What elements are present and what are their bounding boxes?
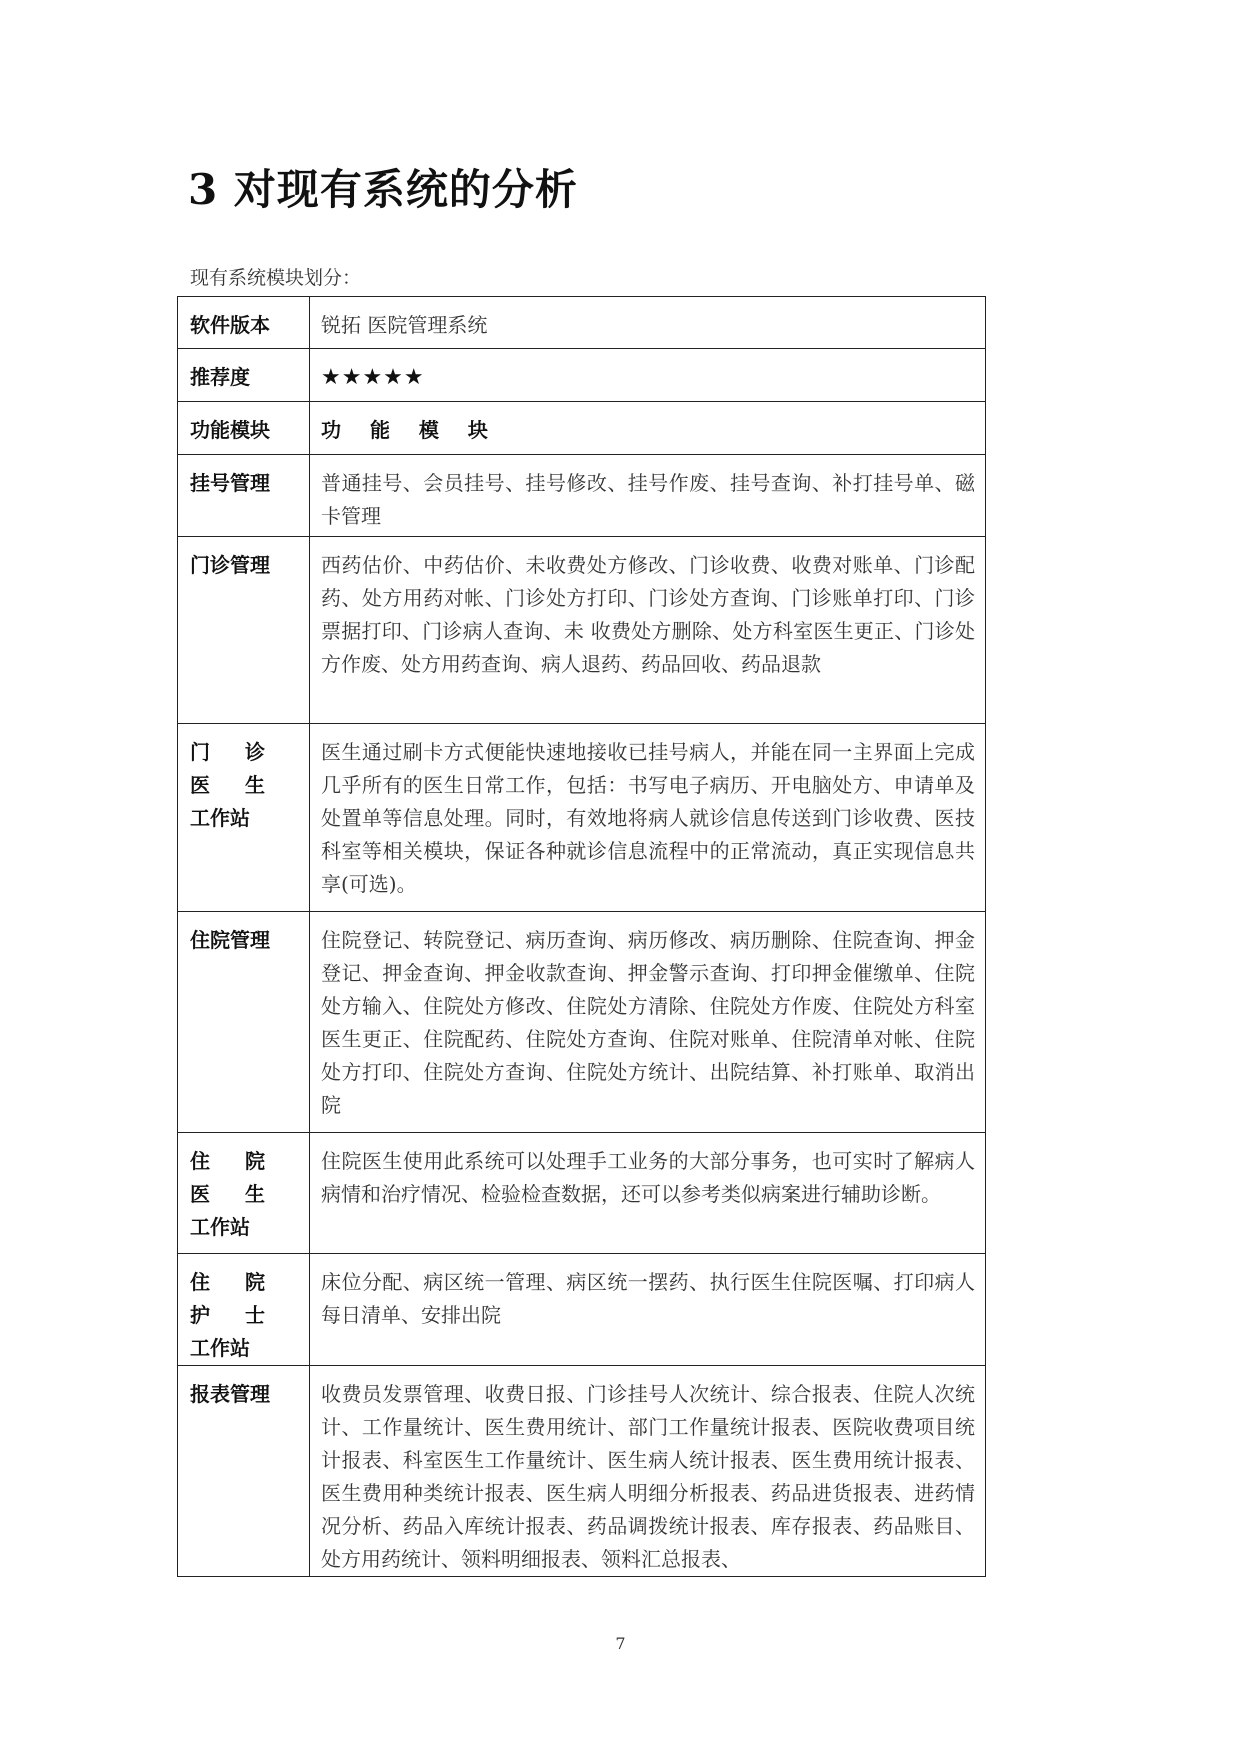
row-value: 锐拓 医院管理系统 — [310, 297, 986, 349]
row-value: 住院登记、转院登记、病历查询、病历修改、病历删除、住院查询、押金登记、押金查询、押金收款查询、押金警示查询、打印押金催缴单、住院处方输入、住院处方修改、住院处方清除、住院处方作废、住院处方科室医生更正、住院配药、住院处方查询、住院对账单、住院清单对帐、住院处方打印、住院处方查询、住院处方统计、出院结算、补打账单、取消出院 — [310, 912, 986, 1133]
table-row-outpatient-doctor — [178, 724, 986, 912]
row-value: 医生通过刷卡方式便能快速地接收已挂号病人，并能在同一主界面上完成几乎所有的医生日常工作，包括：书写电子病历、开电脑处方、申请单及处置单等信息处理。同时，有效地将病人就诊信息传送到门诊收费、医技科室等相关模块，保证各种就诊信息流程中的正常流动，真正实现信息共享(可选)。 — [310, 724, 986, 912]
row-key: 软件版本 — [178, 297, 310, 349]
rating-stars: ★★★★★ — [310, 349, 986, 402]
table-row-registration — [178, 455, 986, 537]
row-key-line1: 住 院 医 生 — [190, 1149, 279, 1206]
row-key: 推荐度 — [178, 349, 310, 402]
page-number: 7 — [615, 1634, 626, 1653]
table-row-inpatient — [178, 912, 986, 1133]
row-key: 门诊管理 — [178, 537, 310, 724]
row-value: 普通挂号、会员挂号、挂号修改、挂号作废、挂号查询、补打挂号单、磁卡管理 — [310, 455, 986, 537]
row-key: 功能模块 — [178, 402, 310, 455]
intro-text: 现有系统模块划分： — [190, 267, 362, 289]
row-key-line1: 住 院 护 士 — [190, 1270, 279, 1327]
table-row-inpatient-doctor — [178, 1133, 986, 1254]
row-key: 挂号管理 — [178, 455, 310, 537]
row-value: 西药估价、中药估价、未收费处方修改、门诊收费、收费对账单、门诊配药、处方用药对帐、门诊处方打印、门诊处方查询、门诊账单打印、门诊票据打印、门诊病人查询、未 收费处方删除、处方科室医生更正、门诊处方作废、处方用药查询、病人退药、药品回收、药品退款 — [310, 537, 986, 724]
row-value: 功 能 模 块 — [321, 418, 499, 442]
row-value: 住院医生使用此系统可以处理手工业务的大部分事务，也可实时了解病人病情和治疗情况、检验检查数据，还可以参考类似病案进行辅助诊断。 — [310, 1133, 986, 1254]
row-key: 报表管理 — [178, 1366, 310, 1577]
row-value: 床位分配、病区统一管理、病区统一摆药、执行医生住院医嘱、打印病人每日清单、安排出院 — [310, 1254, 986, 1366]
table-row-outpatient — [178, 537, 986, 724]
module-table — [177, 296, 986, 1577]
row-key-line2: 工作站 — [190, 1215, 250, 1239]
row-key: 住院管理 — [178, 912, 310, 1133]
row-key-line2: 工作站 — [190, 806, 250, 830]
table-row-recommendation — [178, 349, 986, 402]
row-key-line1: 门 诊 医 生 — [190, 740, 279, 797]
table-row-software-version — [178, 297, 986, 349]
table-row-inpatient-nurse — [178, 1254, 986, 1366]
row-key-line2: 工作站 — [190, 1336, 250, 1360]
row-value: 收费员发票管理、收费日报、门诊挂号人次统计、综合报表、住院人次统计、工作量统计、医生费用统计、部门工作量统计报表、医院收费项目统计报表、科室医生工作量统计、医生病人统计报表、医生费用统计报表、医生费用种类统计报表、医生病人明细分析报表、药品进货报表、进药情况分析、药品入库统计报表、药品调拨统计报表、库存报表、药品账目、处方用药统计、领料明细报表、领料汇总报表、 — [310, 1366, 986, 1577]
page-title: 3 对现有系统的分析 — [188, 165, 578, 214]
table-row-reports — [178, 1366, 986, 1577]
table-row-function-module — [178, 402, 986, 455]
